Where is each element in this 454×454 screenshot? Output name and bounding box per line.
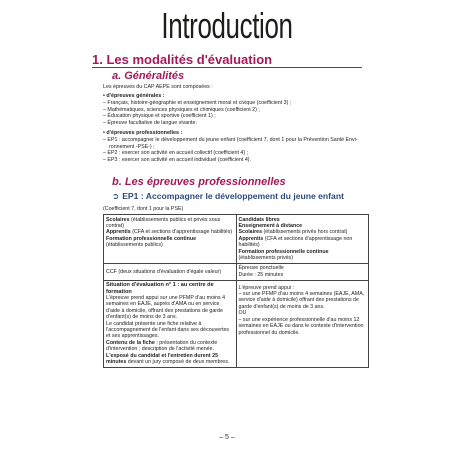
table-row: [104, 280, 369, 367]
cell-text: (CFA et sections d'apprentissage non habilités): [238, 235, 353, 249]
cell-text: (établissements publics): [106, 242, 163, 249]
general-item: – Épreuve facultative de langue vivante.: [103, 119, 197, 126]
table-cell: [236, 263, 369, 280]
table-cell: [236, 280, 369, 367]
cell-bold: Enseignement à distance: [238, 222, 303, 229]
section-heading: 1. Les modalités d'évaluation: [92, 52, 273, 67]
page-title: Introduction: [161, 5, 293, 46]
ep1-heading: [112, 191, 344, 202]
subheading-generalites: a. Généralités: [112, 70, 185, 82]
pro-item: – EP3 : exercer son activité en accueil individuel (coefficient 4).: [103, 156, 251, 163]
ep1-table: [103, 214, 369, 368]
cell-text: – sur une expérience professionnelle d'au moins 12 semaines en EAJE ou dans le contexte d'intervention professionnel du domicile.: [238, 316, 364, 336]
cell-text: Épreuve ponctuelle: [238, 265, 284, 272]
cell-text: (établissements privés): [238, 254, 293, 261]
pro-item: ronnement -PSE-) ;: [109, 143, 155, 150]
cell-text: OU: [238, 310, 247, 317]
pro-item: – EP1 : accompagner le développement du jeune enfant (coefficient 7, dont 1 pour la Prévention Santé Envi-: [103, 137, 358, 143]
ep1-title: EP1 : Accompagner le développement du jeune enfant: [122, 191, 344, 201]
cell-bold: Candidats libres: [238, 216, 280, 223]
table-row: [104, 215, 369, 264]
cell-bold: Scolaires: [238, 229, 263, 236]
table-cell: CCF (deux situations d'évaluation d'égale valeur): [104, 263, 237, 280]
general-item: – Mathématiques, sciences physiques et chimiques (coefficient 2) ;: [103, 106, 260, 113]
intro-text: Les épreuves du CAP AEPE sont composées :: [103, 84, 213, 90]
general-header: • d'épreuves générales :: [103, 93, 165, 99]
cell-bold: Apprentis: [106, 229, 131, 236]
cell-bold: Situation d'évaluation n° 1 : au centre de formation: [106, 282, 214, 295]
cell-text: (établissements publics et privés sous contrat): [106, 216, 221, 229]
table-cell: [236, 215, 369, 264]
cell-text: L'épreuve prend appui :: [238, 284, 294, 291]
cell-bold: Formation professionnelle continue: [106, 235, 197, 242]
table-row: [104, 263, 369, 280]
pro-header: • d'épreuves professionnelles :: [103, 130, 183, 136]
cell-text: : présentation du contexte d'intervention ; description de l'activité menée.: [106, 339, 218, 353]
cell-text: (établissements privés hors contrat): [262, 229, 348, 236]
page-number: – 5 –: [219, 434, 235, 441]
table-cell: [104, 280, 237, 367]
cell-bold: Contenu de la fiche: [106, 339, 155, 346]
cell-text: Durée : 25 minutes: [238, 271, 284, 278]
subheading-epreuves: b. Les épreuves professionnelles: [112, 176, 286, 188]
cell-bold: L'exposé du candidat et l'entretien durent 25 minutes: [106, 352, 219, 366]
cell-text: L'épreuve prend appui sur une PFMP d'au moins 4 semaines en EAJE, auprès d'AMA ou en service d'aide à domicile, offrant des prestations de garde d'enfant(s) de moins de 3 ans.: [106, 294, 226, 321]
general-item: – Éducation physique et sportive (coefficient 1) ;: [103, 113, 216, 119]
cell-bold: Apprentis: [238, 235, 264, 242]
section-heading-rule: [92, 67, 362, 68]
cell-bold: Scolaires: [106, 216, 130, 223]
general-item: – Français, histoire-géographie et enseignement moral et civique (coefficient 3) ;: [103, 100, 292, 106]
cell-text: (CFA et sections d'apprentissage habilités): [130, 229, 233, 236]
cell-text: devant un jury composé de deux membres.: [126, 359, 230, 366]
cell-text: – sur une PFMP d'au moins 4 semaines (EAJE, AMA, service d'aide à domicile) offrant des prestations de garde d'enfant(s) de moins de 3 ans.: [238, 291, 365, 310]
table-cell: [104, 215, 237, 264]
coefficient-note: (Coefficient 7, dont 1 pour la PSE): [103, 206, 184, 212]
cell-text: Le candidat présente une fiche relative à l'accompagnement de l'enfant dans ses découvertes et ses apprentissages.: [106, 320, 230, 340]
arrow-icon: ➲: [112, 191, 120, 201]
cell-bold: Formation professionnelle continue: [238, 248, 329, 255]
pro-item: – EP2 : exercer son activité en accueil collectif (coefficient 4) ;: [103, 150, 249, 156]
